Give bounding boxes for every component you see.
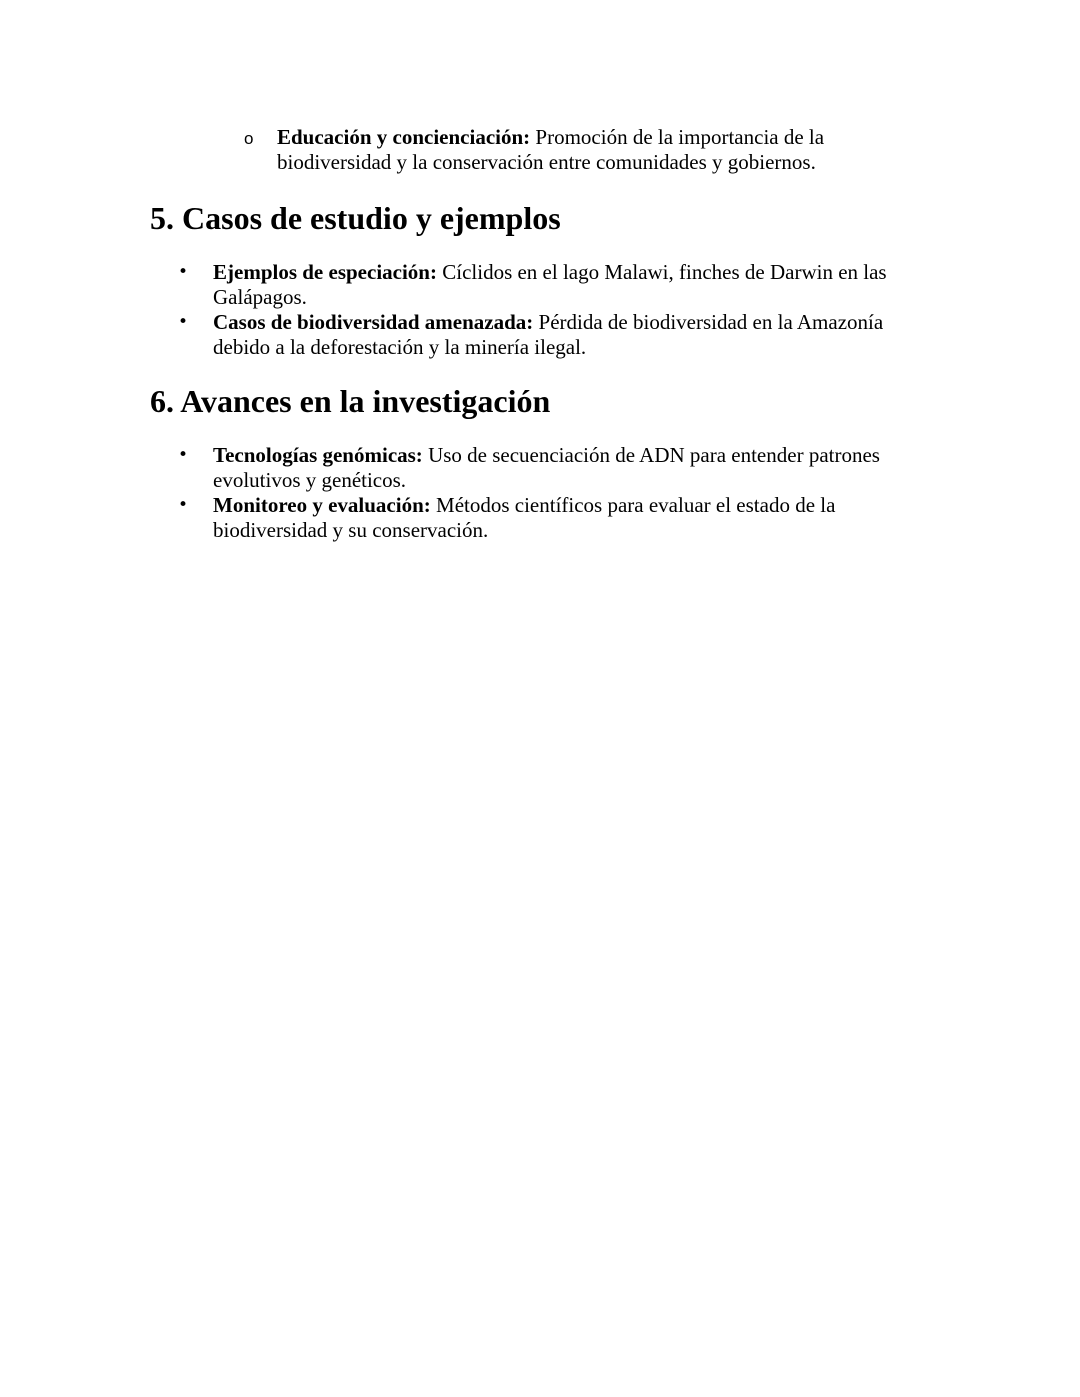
item-text: Uso de secuenciación de ADN para entender patrones evolutivos y genéticos. [213,443,880,492]
section-6-list [178,443,913,543]
section-5-list [178,260,913,360]
list-item [178,493,913,543]
bullet-icon: • [178,262,189,282]
bullet-icon: • [178,495,189,515]
item-label: Tecnologías genómicas: [213,443,423,467]
bullet-icon: • [178,312,189,332]
item-label: Educación y concienciación: [277,125,531,149]
list-item [178,443,913,493]
item-text: Pérdida de biodiversidad en la Amazonía debido a la deforestación y la minería ilegal. [213,310,884,359]
sub-list-item [244,125,877,175]
item-text: Promoción de la importancia de la biodiversidad y la conservación entre comunidades y gobiernos. [277,125,825,174]
item-label: Monitoreo y evaluación: [213,493,431,517]
hollow-bullet-icon: o [244,129,254,148]
list-item [178,260,913,310]
list-item [178,310,913,360]
item-text: Cíclidos en el lago Malawi, finches de Darwin en las Galápagos. [213,260,887,309]
section-heading-5: 5. Casos de estudio y ejemplos [150,200,561,236]
item-label: Ejemplos de especiación: [213,260,437,284]
section-heading-6: 6. Avances en la investigación [150,383,551,419]
bullet-icon: • [178,445,189,465]
item-text: Métodos científicos para evaluar el estado de la biodiversidad y su conservación. [213,493,836,542]
item-label: Casos de biodiversidad amenazada: [213,310,534,334]
